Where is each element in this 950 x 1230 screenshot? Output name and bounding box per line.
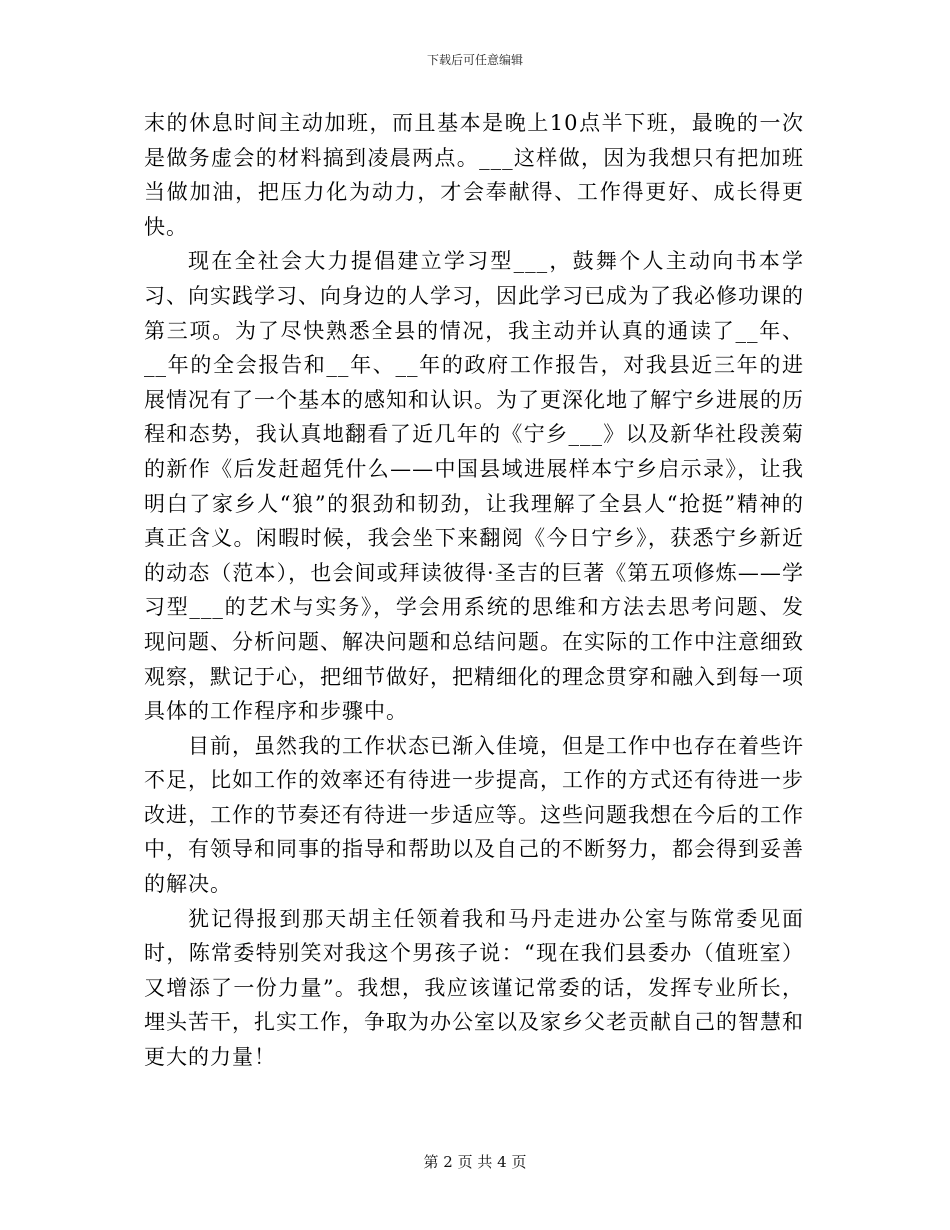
paragraph-1: 末的休息时间主动加班，而且基本是晚上10点半下班，最晚的一次是做务虚会的材料搞到凌晨两点。___这样做，因为我想只有把加班当做加油，把压力化为动力，才会奉献得、工作得更好、成长得更快。 xyxy=(144,111,804,239)
paragraph-4: 犹记得报到那天胡主任领着我和马丹走进办公室与陈常委见面时，陈常委特别笑对我这个男孩子说：“现在我们县委办（值班室）又增添了一份力量”。我想，我应该谨记常委的话，发挥专业所长，埋头苦干，扎实工作，争取为办公室以及家乡父老贡献自己的智慧和更大的力量！ xyxy=(144,906,804,1070)
document-body xyxy=(144,106,804,1075)
paragraph-2: 现在全社会大力提倡建立学习型___，鼓舞个人主动向书本学习、向实践学习、向身边的人学习，因此学习已成为了我必修功课的第三项。为了尽快熟悉全县的情况，我主动并认真的通读了__年、__年的全会报告和__年、__年的政府工作报告，对我县近三年的进展情况有了一个基本的感知和认识。为了更深化地了解宁乡进展的历程和态势，我认真地翻看了近几年的《宁乡___》以及新华社段羡菊的新作《后发赶超凭什么——中国县域进展样本宁乡启示录》，让我明白了家乡人“狼”的狠劲和韧劲，让我理解了全县人“抢挺”精神的真正含义。闲暇时候，我会坐下来翻阅《今日宁乡》，获悉宁乡新近的动态（范本），也会间或拜读彼得·圣吉的巨著《第五项修炼——学习型___的艺术与实务》，学会用系统的思维和方法去思考问题、发现问题、分析问题、解决问题和总结问题。在实际的工作中注意细致观察，默记于心，把细节做好，把精细化的理念贯穿和融入到每一项具体的工作程序和步骤中。 xyxy=(144,249,804,724)
page-header: 下载后可任意编辑 xyxy=(426,53,523,67)
paragraph-3: 目前，虽然我的工作状态已渐入佳境，但是工作中也存在着些许不足，比如工作的效率还有待进一步提高，工作的方式还有待进一步改进，工作的节奏还有待进一步适应等。这些问题我想在今后的工作中，有领导和同事的指导和帮助以及自己的不断努力，都会得到妥善的解决。 xyxy=(144,733,804,897)
page-number-footer: 第 2 页 共 4 页 xyxy=(423,1153,527,1171)
